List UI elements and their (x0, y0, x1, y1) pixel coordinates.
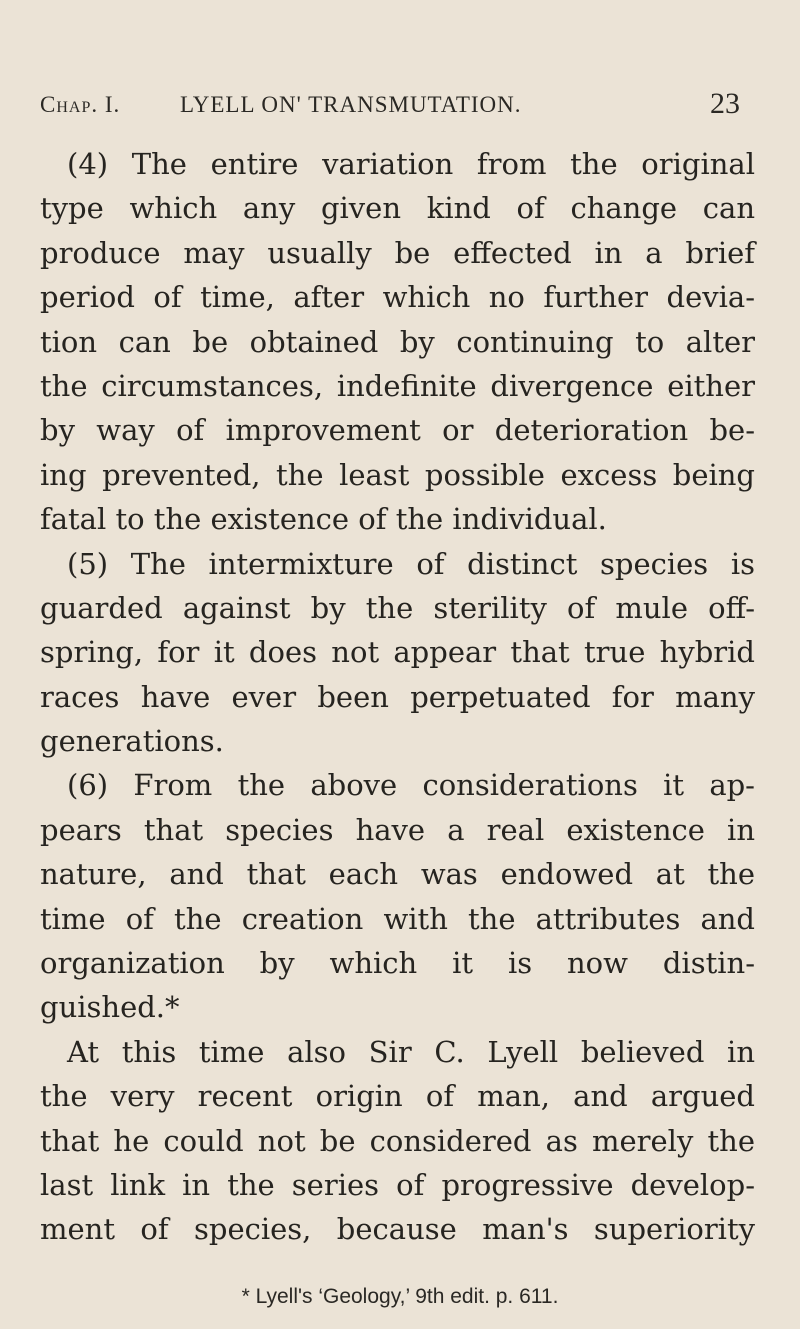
text-line: organization by which it is now distin- (40, 946, 755, 981)
running-head (40, 87, 740, 128)
text-line: nature, and that each was endowed at the (40, 857, 755, 892)
text-line: guarded against by the sterility of mule off- (40, 590, 755, 625)
text-line: type which any given kind of change can (40, 191, 755, 226)
text-line: time of the creation with the attributes and (40, 901, 755, 936)
text-line: pears that species have a real existence in (40, 812, 755, 847)
text-line: (6) From the above considerations it ap- (67, 768, 755, 803)
text-line: (4) The entire variation from the original (67, 147, 755, 181)
text-line: the circumstances, indefinite divergence either (40, 368, 755, 403)
text-line: spring, for it does not appear that true hybrid (40, 635, 755, 670)
footnote: * Lyell's ‘Geology,’ 9th edit. p. 611. (241, 1285, 559, 1308)
page-number: 23 (710, 87, 740, 120)
text-line: that he could not be considered as merely the (40, 1123, 755, 1158)
body-text (40, 142, 755, 1252)
text-line: by way of improvement or deterioration be- (40, 413, 755, 448)
text-line: the very recent origin of man, and argued (40, 1079, 755, 1114)
text-line: At this time also Sir C. Lyell believed in (67, 1034, 755, 1069)
text-line: ing prevented, the least possible excess being (40, 457, 755, 492)
text-line: guished.* (40, 990, 180, 1025)
text-line: last link in the series of progressive develop- (40, 1167, 755, 1202)
chapter-label: Chap. I. (40, 92, 121, 117)
text-line: (5) The intermixture of distinct species is (67, 546, 755, 581)
text-line: ment of species, because man's superiority (40, 1212, 755, 1247)
text-line: tion can be obtained by continuing to alter (40, 324, 755, 359)
text-line: races have ever been perpetuated for many (40, 679, 755, 714)
text-line: produce may usually be effected in a brief (40, 235, 755, 270)
text-line: generations. (40, 724, 224, 759)
text-line: period of time, after which no further devia- (40, 280, 755, 315)
chapter-title: LYELL ON' TRANSMUTATION. (180, 92, 522, 117)
text-line: fatal to the existence of the individual. (40, 502, 607, 537)
